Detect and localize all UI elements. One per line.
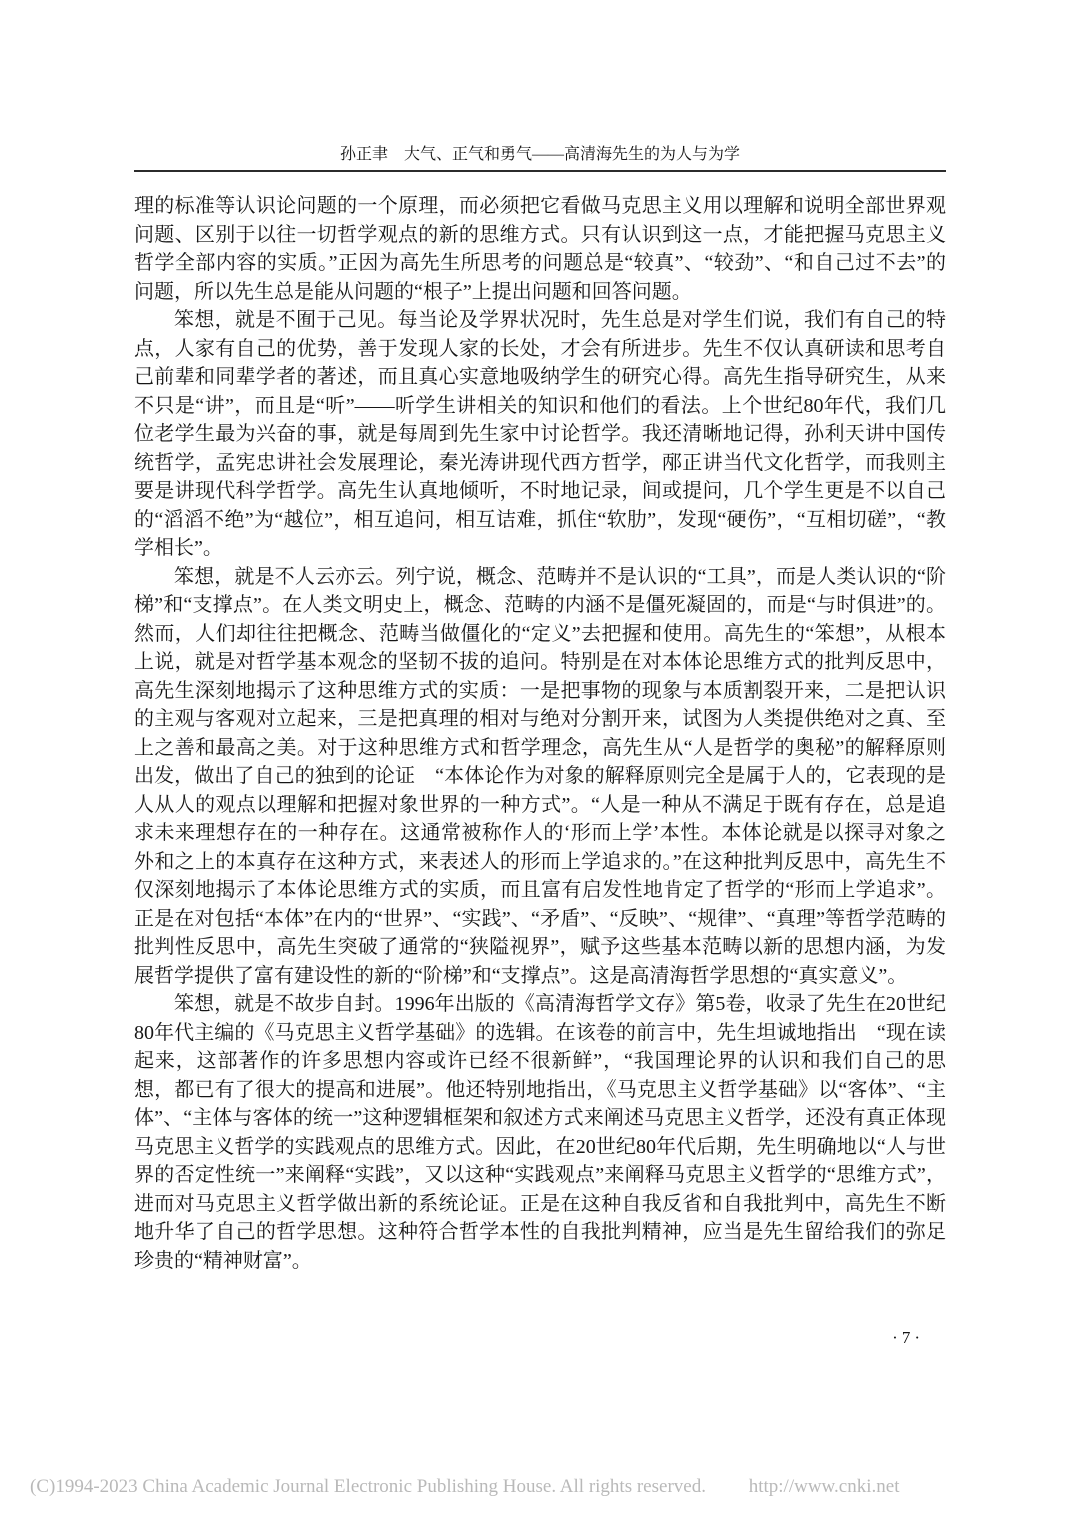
paragraph-ben-xiang-1: 笨想，就是不囿于己见。每当论及学界状况时，先生总是对学生们说，我们有自己的特点，人家有自己的优势，善于发现人家的长处，才会有所进步。先生不仅认真研读和思考自己前辈和同辈学者的著述，而且真心实意地吸纳学生的研究心得。高先生指导研究生，从来不只是“讲”，而且是“听”——听学生讲相关的知识和他们的看法。上个世纪80年代，我们几位老学生最为兴奋的事，就是每周到先生家中讨论哲学。我还清晰地记得，孙利天讲中国传统哲学，孟宪忠讲社会发展理论，秦光涛讲现代西方哲学，邴正讲当代文化哲学，而我则主要是讲现代科学哲学。高先生认真地倾听，不时地记录，间或提问，几个学生更是不以自己的“滔滔不绝”为“越位”，相互追问，相互诘难，抓住“软肋”，发现“硬伤”，“互相切磋”，“教学相长”。: [134, 309, 946, 559]
page-number: ·7·: [892, 1328, 924, 1347]
running-header: 孙正聿 大气、正气和勇气——高清海先生的为人与为学: [339, 146, 740, 163]
paragraph-ben-xiang-2: 笨想，就是不人云亦云。列宁说，概念、范畴并不是认识的“工具”，而是人类认识的“阶梯”和“支撑点”。在人类文明史上，概念、范畴的内涵不是僵死凝固的，而是“与时俱进”的。然而，人们却往往把概念、范畴当做僵化的“定义”去把握和使用。高先生的“笨想”，从根本上说，就是对哲学基本观念的坚韧不拔的追问。特别是在对本体论思维方式的批判反思中，高先生深刻地揭示了这种思维方式的实质：一是把事物的现象与本质割裂开来，二是把认识的主观与客观对立起来，三是把真理的相对与绝对分割开来，试图为人类提供绝对之真、至上之善和最高之美。对于这种思维方式和哲学理念，高先生从“人是哲学的奥秘”的解释原则出发，做出了自己的独到的论证 “本体论作为对象的解释原则完全是属于人的，它表现的是人从人的观点以理解和把握对象世界的一种方式”。“人是一种从不满足于既有存在，总是追求未来理想存在的一种存在。这通常被称作人的‘形而上学’本性。本体论就是以探寻对象之外和之上的本真存在这种方式，来表述人的形而上学追求的。”在这种批判反思中，高先生不仅深刻地揭示了本体论思维方式的实质，而且富有启发性地肯定了哲学的“形而上学追求”。正是在对包括“本体”在内的“世界”、“实践”、“矛盾”、“反映”、“规律”、“真理”等哲学范畴的批判性反思中，高先生突破了通常的“狭隘视界”，赋予这些基本范畴以新的思想内涵，为发展哲学提供了富有建设性的新的“阶梯”和“支撑点”。这是高清海哲学思想的“真实意义”。: [134, 565, 946, 987]
paragraph-continuation: 理的标准等认识论问题的一个原理，而必须把它看做马克思主义用以理解和说明全部世界观问题、区别于以往一切哲学观点的新的思维方式。只有认识到这一点，才能把握马克思主义哲学全部内容的实质。”正因为高先生所思考的问题总是“较真”、“较劲”、“和自己过不去”的问题，所以先生总是能从问题的“根子”上提出问题和回答问题。: [134, 195, 946, 303]
footer-copyright-text: (C)1994-2023 China Academic Journal Electronic Publishing House. All rights reserved.: [30, 1476, 706, 1497]
paragraph-ben-xiang-3: 笨想，就是不故步自封。1996年出版的《高清海哲学文存》第5卷，收录了先生在20世纪80年代主编的《马克思主义哲学基础》的选辑。在该卷的前言中，先生坦诚地指出 “现在读起来，这部著作的许多思想内容或许已经不很新鲜”，“我国理论界的认识和我们自己的思想，都已有了很大的提高和进展”。他还特别地指出，《马克思主义哲学基础》以“客体”、“主体”、“主体与客体的统一”这种逻辑框架和叙述方式来阐述马克思主义哲学，还没有真正体现马克思主义哲学的实践观点的思维方式。因此，在20世纪80年代后期，先生明确地以“人与世界的否定性统一”来阐释“实践”，又以这种“实践观点”来阐释马克思主义哲学的“思维方式”，进而对马克思主义哲学做出新的系统论证。正是在这种自我反省和自我批判中，高先生不断地升华了自己的哲学思想。这种符合哲学本性的自我批判精神，应当是先生留给我们的弥足珍贵的“精神财富”。: [134, 993, 946, 1272]
footer-url-text: http://www.cnki.net: [748, 1476, 900, 1497]
cnki-footer: [30, 1476, 1050, 1498]
header-rule-divider: [134, 170, 946, 172]
article-body: [134, 192, 946, 1275]
